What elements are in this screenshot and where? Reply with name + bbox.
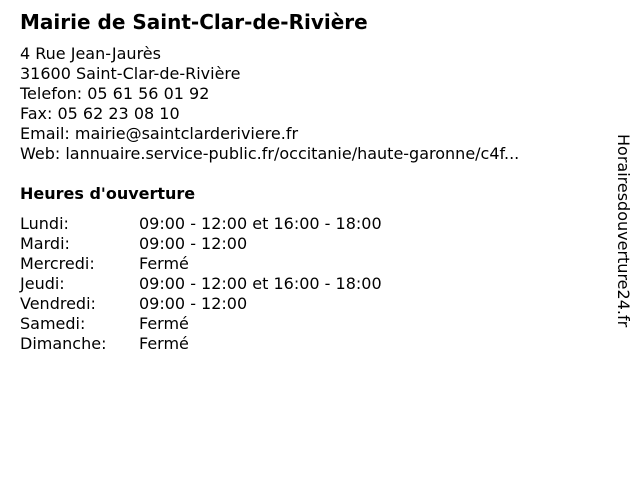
- email-address: Email: mairie@saintclarderiviere.fr: [20, 124, 299, 143]
- opening-hours-heading: Heures d'ouverture: [20, 184, 196, 203]
- day-label: Samedi:: [20, 314, 86, 333]
- day-label: Vendredi:: [20, 294, 96, 313]
- website-url: Web: lannuaire.service-public.fr/occitanie/haute-garonne/c4f...: [20, 144, 520, 163]
- page-title: Mairie de Saint-Clar-de-Rivière: [20, 10, 368, 34]
- day-hours: 09:00 - 12:00: [139, 294, 248, 313]
- phone-number: Telefon: 05 61 56 01 92: [20, 84, 210, 103]
- day-label: Jeudi:: [20, 274, 65, 293]
- day-hours: Fermé: [139, 334, 189, 353]
- day-hours: 09:00 - 12:00 et 16:00 - 18:00: [139, 274, 382, 293]
- fax-number: Fax: 05 62 23 08 10: [20, 104, 180, 123]
- day-label: Mercredi:: [20, 254, 95, 273]
- day-hours: 09:00 - 12:00 et 16:00 - 18:00: [139, 214, 382, 233]
- street-address: 4 Rue Jean-Jaurès: [20, 44, 161, 63]
- day-hours: Fermé: [139, 314, 189, 333]
- address-block: [20, 44, 519, 164]
- day-label: Mardi:: [20, 234, 70, 253]
- day-label: Dimanche:: [20, 334, 107, 353]
- day-hours: Fermé: [139, 254, 189, 273]
- city-line: 31600 Saint-Clar-de-Rivière: [20, 64, 241, 83]
- day-label: Lundi:: [20, 214, 69, 233]
- day-hours: 09:00 - 12:00: [139, 234, 248, 253]
- site-watermark: Horairesdouverture24.fr: [614, 134, 633, 328]
